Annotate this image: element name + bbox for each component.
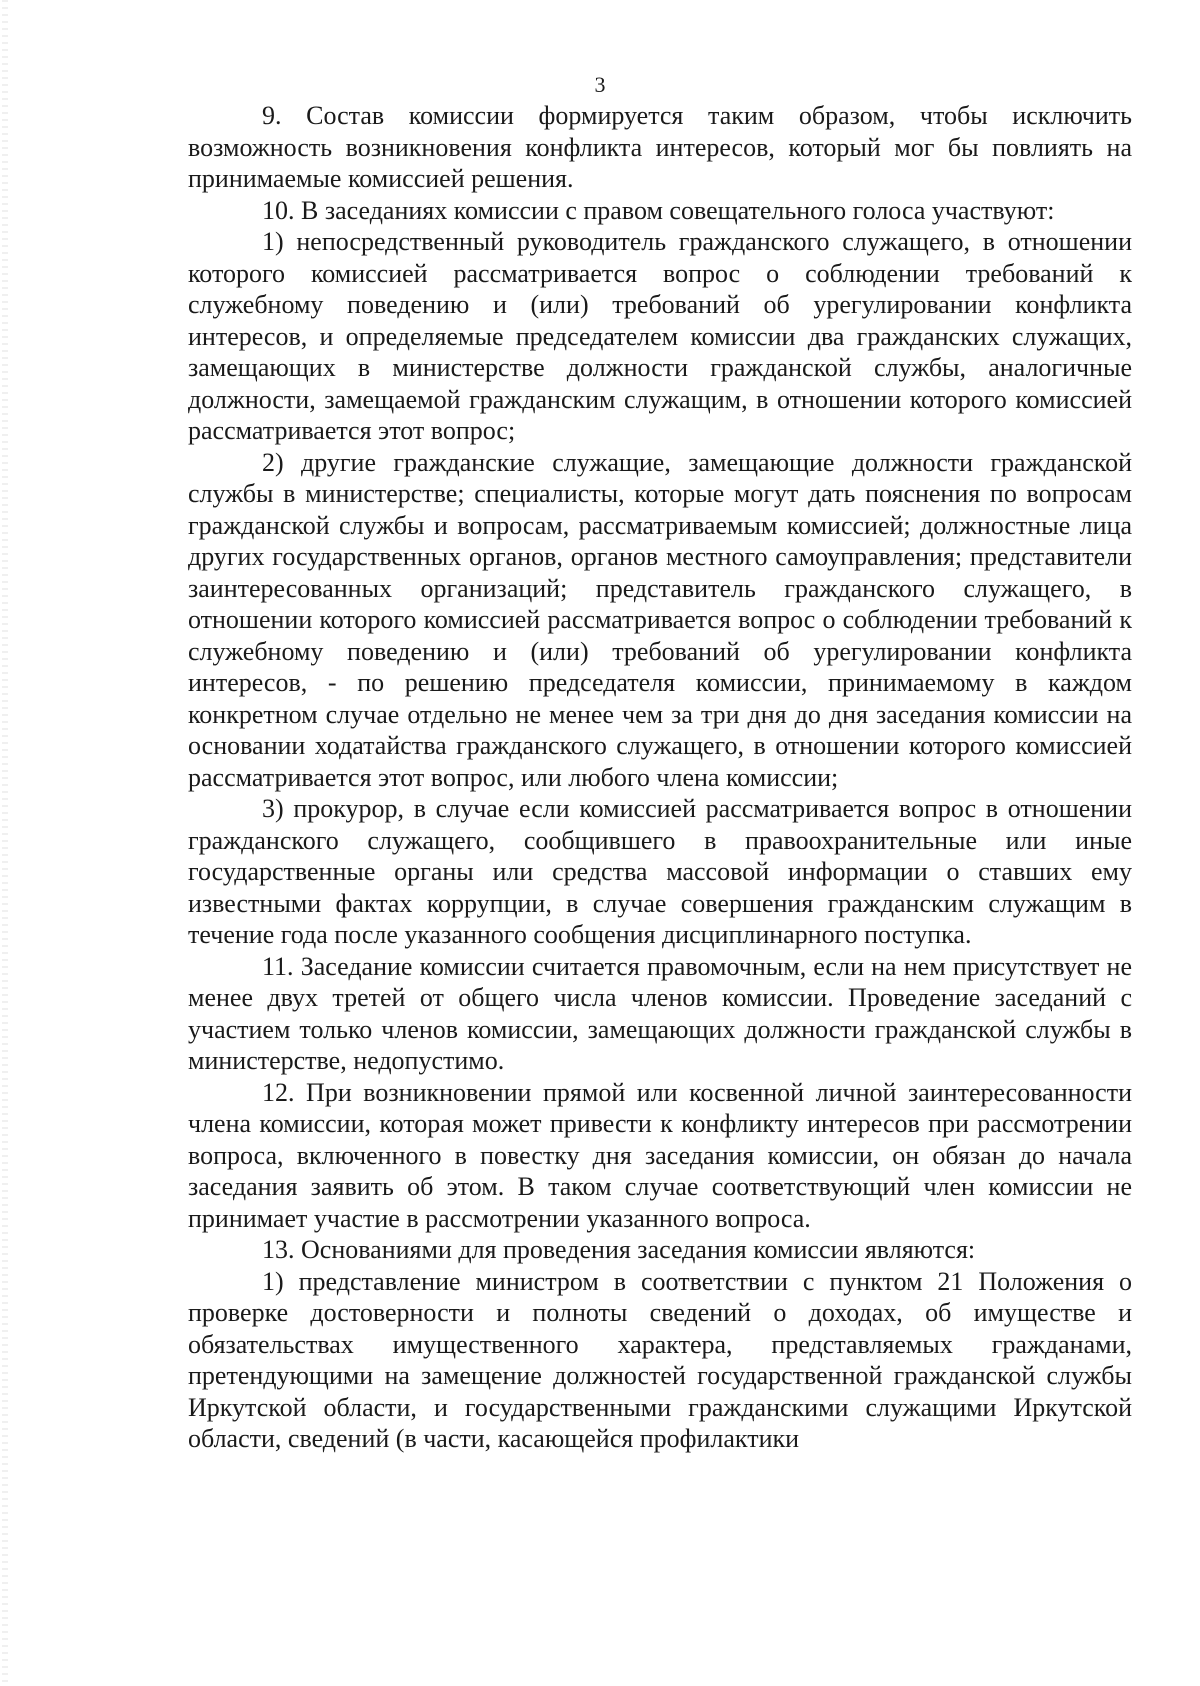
paragraph-12: 12. При возникновении прямой или косвенной личной заинтересованности члена комиссии, которая может привести к конфликту интересов при рассмотрении вопроса, включенного в повестку дня заседания комиссии, он обязан до начала заседания заявить об этом. В таком случае соответствующий член комиссии не принимает участие в рассмотрении указанного вопроса.: [188, 1077, 1132, 1233]
paragraph-13: 13. Основаниями для проведения заседания комиссии являются:: [262, 1235, 976, 1264]
paragraph-11: 11. Заседание комиссии считается правомочным, если на нем присутствует не менее двух третей от общего числа членов комиссии. Проведение заседаний с участием только членов комиссии, замещающих должности гражданской службы в министерстве, недопустимо.: [188, 951, 1132, 1075]
paragraph-13-item-1: 1) представление министром в соответствии с пунктом 21 Положения о проверке достоверности и полноты сведений о доходах, об имуществе и обязательствах имущественного характера, представляемых гражданами, претендующими на замещение должностей государственной гражданской службы Иркутской области, и государственными гражданскими служащими Иркутской области, сведений (в части, касающейся профилактики: [188, 1266, 1132, 1453]
scan-edge-artifact: [2, 0, 8, 1686]
page-number: 3: [594, 72, 606, 97]
paragraph-9: 9. Состав комиссии формируется таким образом, чтобы исключить возможность возникновения конфликта интересов, который мог бы повлиять на принимаемые комиссией решения.: [188, 101, 1132, 193]
paragraph-10: 10. В заседаниях комиссии с правом совещательного голоса участвуют:: [262, 195, 1055, 225]
paragraph-10-item-1: 1) непосредственный руководитель гражданского служащего, в отношении которого комиссией рассматривается вопрос о соблюдении требований к служебному поведению и (или) требований об урегулировании конфликта интересов, и определяемые председателем комиссии два гражданских служащих, замещающих в министерстве должности гражданской службы, аналогичные должности, замещаемой гражданским служащим, в отношении которого комиссией рассматривается этот вопрос;: [188, 227, 1132, 445]
document-body: [188, 100, 1132, 1455]
paragraph-10-item-3: 3) прокурор, в случае если комиссией рассматривается вопрос в отношении гражданского служащего, сообщившего в правоохранительные или иные государственные органы или средства массовой информации о ставших ему известными фактах коррупции, в случае совершения гражданским служащим в течение года после указанного сообщения дисциплинарного поступка.: [188, 794, 1132, 949]
paragraph-10-item-2: 2) другие гражданские служащие, замещающие должности гражданской службы в министерстве; специалисты, которые могут дать пояснения по вопросам гражданской службы и вопросам, рассматриваемым комиссией; должностные лица других государственных органов, органов местного самоуправления; представители заинтересованных организаций; представитель гражданского служащего, в отношении которого комиссией рассматривается вопрос о соблюдении требований к служебному поведению и (или) требований об урегулировании конфликта интересов, - по решению председателя комиссии, принимаемому в каждом конкретном случае отдельно не менее чем за три дня до дня заседания комиссии на основании ходатайства гражданского служащего, в отношении которого комиссией рассматривается этот вопрос, или любого члена комиссии;: [188, 447, 1132, 792]
